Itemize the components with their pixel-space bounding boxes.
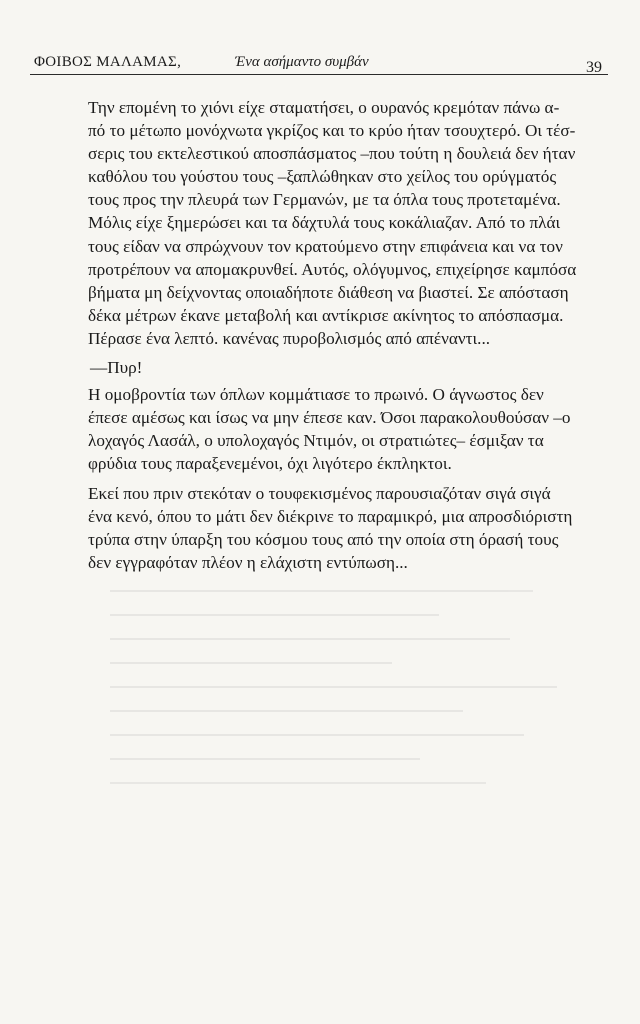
header-author: ΦΟΙΒΟΣ ΜΑΛΑΜΑΣ,	[34, 54, 182, 70]
text-line: —Πυρ!	[90, 358, 143, 378]
running-head	[30, 50, 608, 75]
text-line: τρύπα στην ύπαρξη του κόσμου τους από την οποία στη όρασή τους	[88, 529, 559, 549]
body-text	[64, 96, 610, 580]
text-line: Εκεί που πριν στεκόταν ο τουφεκισμένος παρουσιαζόταν σιγά σιγά	[88, 483, 551, 503]
text-line: πό το μέτωπο μονόχνωτα γκρίζος και το κρύο ήταν τσουχτερό. Οι τέσ-	[88, 121, 576, 141]
text-line: Πέρασε ένα λεπτό. κανένας πυροβολισμός από απέναντι...	[88, 328, 491, 348]
text-line: Η ομοβροντία των όπλων κομμάτιασε το πρωινό. Ο άγνωστος δεν	[88, 385, 544, 405]
text-line: δεν εγγραφόταν πλέον η ελάχιστη εντύπωση...	[88, 552, 408, 572]
paragraph	[64, 96, 610, 350]
paragraph	[64, 482, 610, 574]
text-line: προτρέπουν να απομακρυνθεί. Αυτός, ολόγυμνος, επιχείρησε καμπόσα	[88, 259, 577, 279]
page-number: 39	[586, 59, 602, 76]
paragraph	[64, 383, 610, 475]
text-line: τους είδαν να σπρώχνουν τον κρατούμενο στην επιφάνεια και να τον	[88, 236, 563, 256]
text-line: δέκα μέτρων έκανε μεταβολή και αντίκρισε ακίνητος το απόσπασμα.	[88, 305, 564, 325]
text-line: καθόλου του γούστου τους –ξαπλώθηκαν στο χείλος του ορύγματός	[88, 167, 557, 187]
text-line: Την επομένη το χιόνι είχε σταματήσει, ο ουρανός κρεμόταν πάνω α-	[88, 98, 560, 117]
text-line: σερις του εκτελεστικού αποσπάσματος –που τούτη η δουλειά δεν ήταν	[88, 144, 576, 164]
text-line: βήματα μη δείχνοντας οποιαδήποτε διάθεση να βιαστεί. Σε απόσταση	[88, 282, 569, 302]
text-line: λοχαγός Λασάλ, ο υπολοχαγός Ντιμόν, οι στρατιώτες– έσμιξαν τα	[88, 431, 544, 451]
text-line: τους προς την πλευρά των Γερμανών, με τα όπλα τους προτεταμένα.	[88, 190, 561, 210]
header-book-title: Ένα ασήμαντο συμβάν	[235, 54, 369, 70]
dialogue-line	[64, 356, 610, 379]
text-line: ένα κενό, όπου το μάτι δεν διέκρινε το παραμικρό, μια απροσδιόριστη	[88, 506, 573, 526]
show-through-texture	[110, 590, 580, 890]
text-line: φρύδια τους παραξενεμένοι, όχι λιγότερο έκπληκτοι.	[88, 454, 452, 474]
text-line: έπεσε αμέσως και ίσως να μην έπεσε καν. Όσοι παρακολουθούσαν –ο	[88, 408, 571, 428]
text-line: Μόλις είχε ξημερώσει και τα δάχτυλά τους κοκάλιαζαν. Από το πλάι	[88, 213, 561, 233]
